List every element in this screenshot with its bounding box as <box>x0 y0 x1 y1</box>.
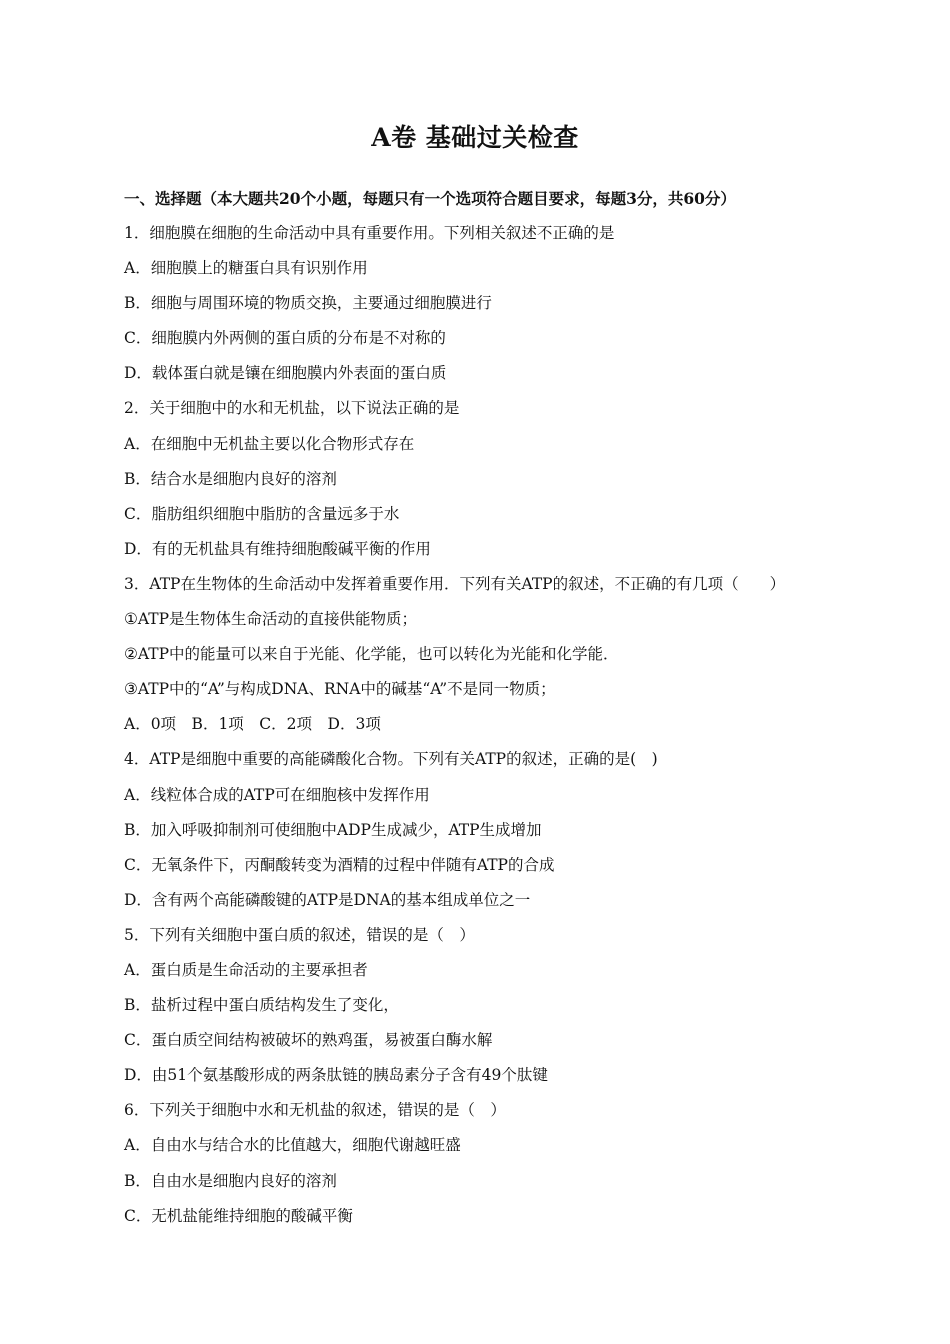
q4-option-c: C．无氧条件下，丙酮酸转变为酒精的过程中伴随有ATP的合成 <box>124 855 555 874</box>
q1-stem: 1．细胞膜在细胞的生命活动中具有重要作用。下列相关叙述不正确的是 <box>124 224 615 242</box>
q2-stem: 2．关于细胞中的水和无机盐，以下说法正确的是 <box>124 399 460 418</box>
q1-option-d: D．载体蛋白就是镶在细胞膜内外表面的蛋白质 <box>124 364 447 383</box>
q6-option-a: A．自由水与结合水的比值越大，细胞代谢越旺盛 <box>124 1136 461 1155</box>
q5-stem: 5．下列有关细胞中蛋白质的叙述，错误的是（ ） <box>124 925 475 944</box>
q5-option-a: A．蛋白质是生命活动的主要承担者 <box>124 960 368 979</box>
q5-option-b: B．盐析过程中蛋白质结构发生了变化， <box>124 996 399 1015</box>
q4-option-d: D．含有两个高能磷酸键的ATP是DNA的基本组成单位之一 <box>124 890 531 909</box>
q3-statement-2: ②ATP中的能量可以来自于光能、化学能，也可以转化为光能和化学能． <box>124 645 619 664</box>
q2-option-a: A．在细胞中无机盐主要以化合物形式存在 <box>124 434 415 453</box>
q6-option-c: C．无机盐能维持细胞的酸碱平衡 <box>124 1206 353 1225</box>
q3-statement-1: ①ATP是生物体生命活动的直接供能物质； <box>124 610 418 629</box>
q2-option-b: B．结合水是细胞内良好的溶剂 <box>124 469 337 488</box>
q1-option-b: B．细胞与周围环境的物质交换，主要通过细胞膜进行 <box>124 294 492 313</box>
q2-option-d: D．有的无机盐具有维持细胞酸碱平衡的作用 <box>124 539 431 558</box>
q1-option-a: A．细胞膜上的糖蛋白具有识别作用 <box>124 259 368 278</box>
q5-option-d: D．由51个氨基酸形成的两条肽链的胰岛素分子含有49个肽键 <box>124 1066 548 1085</box>
question-list <box>124 221 844 1239</box>
q4-option-a: A．线粒体合成的ATP可在细胞核中发挥作用 <box>124 785 430 804</box>
document-title: A卷 基础过关检查 <box>371 123 579 152</box>
q6-option-b: B．自由水是细胞内良好的溶剂 <box>124 1171 337 1190</box>
section-heading: 一、选择题（本大题共20个小题，每题只有一个选项符合题目要求，每题3分，共60分） <box>124 189 736 208</box>
q3-statement-3: ③ATP中的“A”与构成DNA、RNA中的碱基“A”不是同一物质； <box>124 680 556 699</box>
q5-option-c: C．蛋白质空间结构被破坏的熟鸡蛋，易被蛋白酶水解 <box>124 1031 493 1050</box>
q6-stem: 6．下列关于细胞中水和无机盐的叙述，错误的是（ ） <box>124 1101 506 1120</box>
q3-stem: 3．ATP在生物体的生命活动中发挥着重要作用．下列有关ATP的叙述，不正确的有几项（ ） <box>124 574 786 593</box>
q1-option-c: C．细胞膜内外两侧的蛋白质的分布是不对称的 <box>124 329 446 348</box>
q3-options: A．0项 B．1项 C．2项 D．3项 <box>124 715 381 734</box>
q4-stem: 4．ATP是细胞中重要的高能磷酸化合物。下列有关ATP的叙述，正确的是( ) <box>124 750 658 769</box>
q4-option-b: B．加入呼吸抑制剂可使细胞中ADP生成减少，ATP生成增加 <box>124 820 542 839</box>
q2-option-c: C．脂肪组织细胞中脂肪的含量远多于水 <box>124 504 400 523</box>
